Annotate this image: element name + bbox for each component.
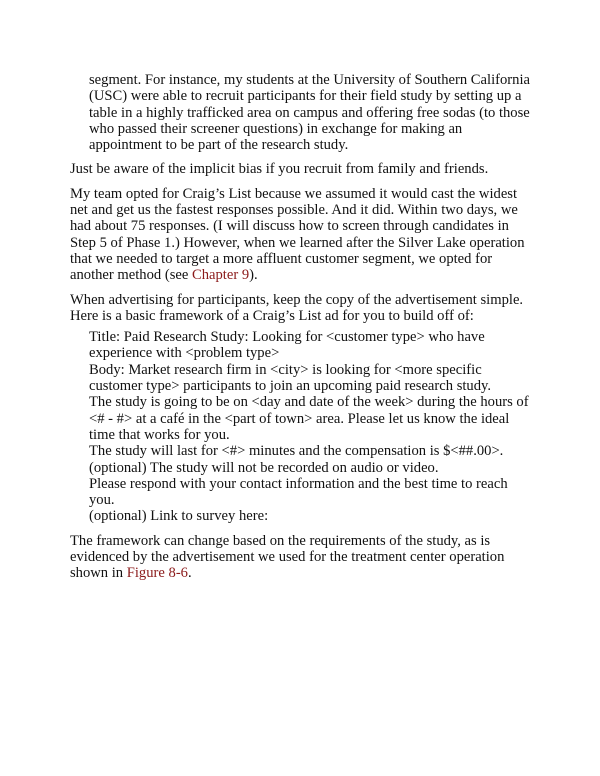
paragraph-implicit-bias: Just be aware of the implicit bias if you recruit from family and friends. [70, 161, 489, 178]
ad-survey-line: (optional) Link to survey here: [89, 508, 269, 525]
paragraph-closing-end: . [187, 565, 192, 582]
chapter-9-link[interactable]: Chapter 9 [191, 267, 250, 284]
ad-duration-line: The study will last for <#> minutes and the compensation is $<##.00>. [89, 443, 504, 460]
paragraph-advertising-intro: When advertising for participants, keep the copy of the advertisement simple. Here is a basic framework of a Craig’s List ad for you to build off of: [70, 291, 524, 324]
ad-recording-line: (optional) The study will not be recorded on audio or video. [89, 459, 439, 476]
paragraph-craigs-list [70, 186, 530, 284]
ad-schedule-line: The study is going to be on <day and date of the week> during the hours of <# - #> at a café in the <part of town> area. Please let us know the ideal time that works for you. [89, 394, 529, 443]
ad-title-line: Title: Paid Research Study: Looking for <customer type> who have experience with <problem type> [89, 329, 485, 362]
page-body [70, 72, 530, 582]
paragraph-craigs-list-text: My team opted for Craig’s List because we assumed it would cast the widest net and get us the fastest responses possible. And it did. Within two days, we had about 75 responses. (I will discuss how to screen through candidates in Step 5 of Phase 1.) However, when we learned after the Silver Lake operation that we needed to target a more affluent customer segment, we opted for another method (see [70, 185, 525, 284]
ad-framework-block [70, 329, 530, 525]
paragraph-closing-text: The framework can change based on the requirements of the study, as is evidenced by the advertisement we used for the treatment center operation shown in [70, 532, 505, 582]
ad-body-line: Body: Market research firm in <city> is looking for <more specific customer type> participants to join an upcoming paid research study. [89, 361, 492, 395]
paragraph-closing [70, 533, 530, 582]
paragraph-craigs-list-end: ). [249, 267, 258, 284]
paragraph-usc-example: segment. For instance, my students at the University of Southern California (USC) were able to recruit participants for their field study by setting up a table in a highly trafficked area on campus and offering free sodas (to those who passed their screener questions) in exchange for making an appointment to be part of the research study. [89, 72, 530, 154]
ad-contact-line: Please respond with your contact information and the best time to reach you. [89, 475, 508, 509]
figure-8-6-link[interactable]: Figure 8-6 [126, 565, 188, 582]
